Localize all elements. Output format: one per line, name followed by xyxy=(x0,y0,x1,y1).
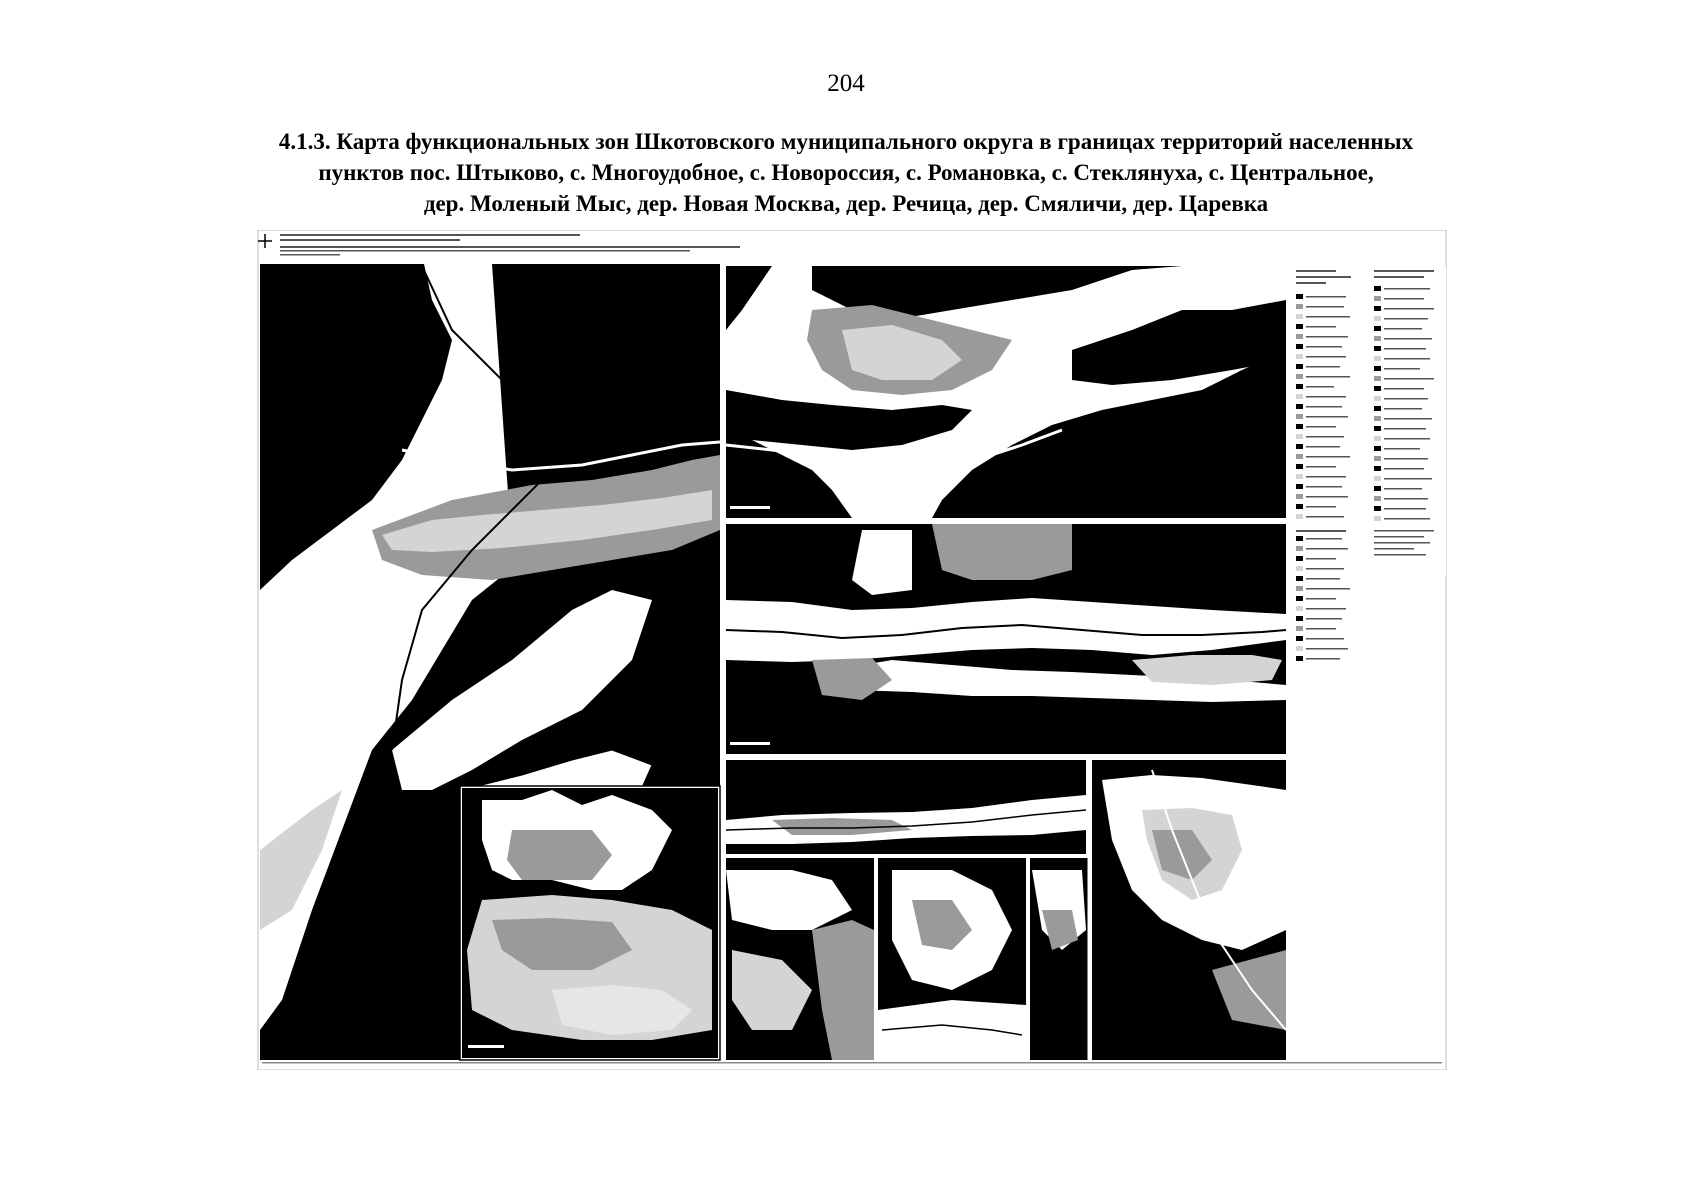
map-panel-smyalichi xyxy=(1030,858,1088,1060)
title-line-2: пунктов пос. Штыково, с. Многоудобное, с. Новороссия, с. Романовка, с. Стеклянуха, с. Центральное, xyxy=(318,160,1374,185)
title-line-1: 4.1.3. Карта функциональных зон Шкотовского муниципального округа в границах территорий населенных xyxy=(278,129,1414,154)
map-panel-novaya-moskva xyxy=(726,858,874,1060)
map-panel-mnogoudobnoe xyxy=(726,266,1286,518)
title-line-3: дер. Моленый Мыс, дер. Новая Москва, дер. Речица, дер. Смяличи, дер. Царевка xyxy=(423,191,1269,216)
map-panel-tsentralnoe xyxy=(726,760,1086,854)
functional-zones-map-sheet xyxy=(252,230,1452,1070)
map-panel-romanovka xyxy=(726,524,1286,754)
map-panel-tsarevka xyxy=(1092,760,1286,1060)
page-number: 204 xyxy=(827,70,865,97)
map-panel-rechitsa xyxy=(878,858,1026,1060)
map-panel-inset-settlement xyxy=(460,786,720,1060)
sheet-bottom-caption-strip xyxy=(262,1062,1442,1064)
document-title xyxy=(170,126,1522,219)
